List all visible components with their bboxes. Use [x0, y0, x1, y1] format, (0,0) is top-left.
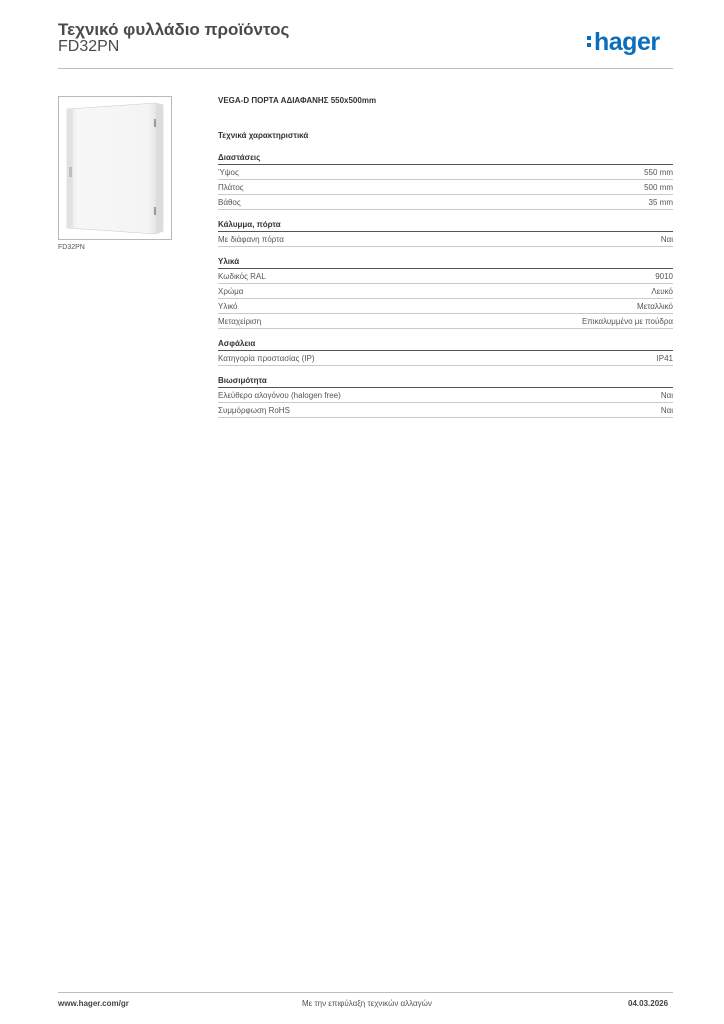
spec-value: 9010 — [655, 271, 673, 281]
spec-label: Με διάφανη πόρτα — [218, 234, 284, 244]
spec-value: Ναι — [660, 405, 673, 415]
spec-label: Βάθος — [218, 197, 241, 207]
spec-label: Υλικό — [218, 301, 238, 311]
page-title: Τεχνικό φυλλάδιο προϊόντος — [58, 20, 290, 39]
spec-row — [218, 314, 673, 329]
logo-text: hager — [594, 28, 660, 56]
product-code: FD32PN — [58, 38, 120, 55]
spec-value: Ναι — [660, 234, 673, 244]
spec-group-dimensions — [218, 152, 673, 210]
group-title: Διαστάσεις — [218, 152, 673, 165]
section-heading: Τεχνικά χαρακτηριστικά — [218, 131, 309, 140]
product-name: VEGA-D ΠΟΡΤΑ ΑΔΙΑΦΑΝΗΣ 550x500mm — [218, 96, 377, 105]
spec-row — [218, 299, 673, 314]
footer-notice: Με την επιφύλαξη τεχνικών αλλαγών — [302, 999, 432, 1008]
spec-group-safety — [218, 338, 673, 366]
spec-label: Πλάτος — [218, 182, 244, 192]
spec-label: Ύψος — [218, 167, 239, 177]
spec-group-sustainability — [218, 375, 673, 418]
group-title: Κάλυμμα, πόρτα — [218, 219, 673, 232]
spec-row — [218, 388, 673, 403]
footer-website-link[interactable]: www.hager.com/gr — [58, 999, 129, 1008]
spec-row — [218, 403, 673, 418]
product-image — [58, 96, 172, 240]
spec-value: 35 mm — [648, 197, 673, 207]
footer-date: 04.03.2026 — [628, 999, 669, 1008]
footer-divider — [58, 992, 673, 993]
spec-label: Συμμόρφωση RoHS — [218, 405, 290, 415]
spec-value: Μεταλλικό — [636, 301, 673, 311]
spec-row — [218, 232, 673, 247]
spec-value: Λευκό — [651, 286, 673, 296]
group-title: Ασφάλεια — [218, 338, 673, 351]
door-panel-icon — [59, 97, 171, 239]
spec-label: Μεταχείριση — [218, 316, 262, 326]
spec-row — [218, 351, 673, 366]
spec-label: Κωδικός RAL — [218, 271, 266, 281]
spec-label: Ελεύθερο αλογόνου (halogen free) — [218, 390, 341, 400]
spec-value: Επικαλυμμένο με πούδρα — [581, 316, 673, 326]
group-title: Υλικά — [218, 256, 673, 269]
spec-value: 550 mm — [644, 167, 673, 177]
header-divider — [58, 68, 673, 69]
spec-group-cover-door — [218, 219, 673, 247]
spec-value: 500 mm — [644, 182, 673, 192]
spec-row — [218, 195, 673, 210]
spec-group-materials — [218, 256, 673, 329]
spec-value: Ναι — [660, 390, 673, 400]
spec-content — [218, 96, 673, 418]
spec-row — [218, 284, 673, 299]
image-caption: FD32PN — [58, 244, 85, 251]
spec-label: Χρώμα — [218, 286, 244, 296]
spec-row — [218, 180, 673, 195]
spec-value: IP41 — [656, 353, 673, 363]
group-title: Βιωσιμότητα — [218, 375, 673, 388]
logo-dots-icon — [587, 36, 591, 50]
spec-row — [218, 165, 673, 180]
hager-logo — [594, 28, 660, 57]
spec-row — [218, 269, 673, 284]
spec-label: Κατηγορία προστασίας (IP) — [218, 353, 315, 363]
